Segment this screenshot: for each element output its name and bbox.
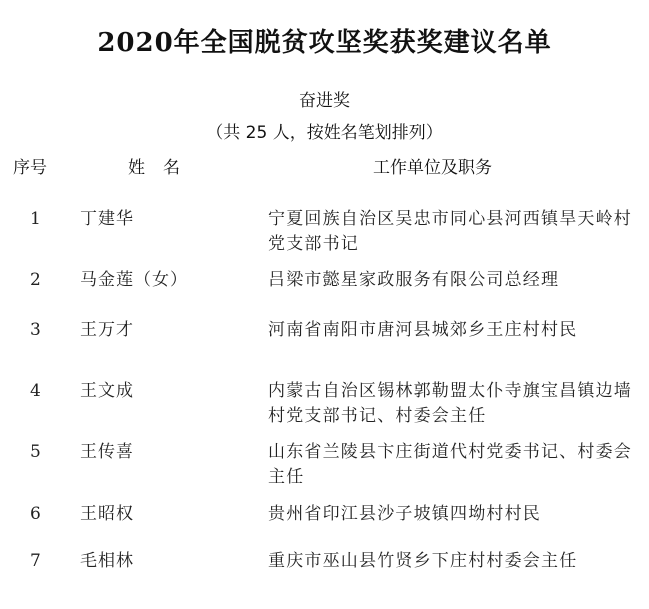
row-number: 3 [30, 320, 41, 340]
row-name: 王文成 [80, 381, 134, 401]
row-work: 贵州省印江县沙子坡镇四坳村村民 [268, 504, 541, 524]
award-name: 奋进奖 [299, 91, 350, 111]
row-work: 河南省南阳市唐河县城郊乡王庄村村民 [268, 320, 578, 340]
row-work: 重庆市巫山县竹贤乡下庄村村委会主任 [268, 551, 578, 571]
row-number: 4 [30, 381, 41, 401]
row-number: 5 [30, 442, 41, 462]
row-name: 王传喜 [80, 442, 134, 462]
row-number: 7 [30, 551, 41, 571]
header-name: 姓名 [128, 158, 198, 178]
header-work: 工作单位及职务 [373, 158, 492, 178]
row-work: 吕梁市懿星家政服务有限公司总经理 [268, 270, 560, 290]
row-name: 王万才 [80, 320, 134, 340]
row-work: 山东省兰陵县卞庄街道代村党委书记、村委会主任 [268, 442, 632, 487]
award-note: （共 25 人，按姓名笔划排列） [206, 123, 443, 143]
header-number: 序号 [13, 158, 47, 178]
row-number: 1 [30, 209, 41, 229]
document-title: 2020年全国脱贫攻坚奖获奖建议名单 [97, 28, 552, 58]
row-number: 6 [30, 504, 41, 524]
row-name: 丁建华 [80, 209, 134, 229]
row-number: 2 [30, 270, 41, 290]
row-work: 内蒙古自治区锡林郭勒盟太仆寺旗宝昌镇边墙村党支部书记、村委会主任 [268, 381, 632, 426]
row-work: 宁夏回族自治区吴忠市同心县河西镇旱天岭村党支部书记 [268, 209, 632, 254]
row-name: 马金莲（女） [80, 270, 188, 290]
row-name: 毛相林 [80, 551, 134, 571]
row-name: 王昭权 [80, 504, 134, 524]
